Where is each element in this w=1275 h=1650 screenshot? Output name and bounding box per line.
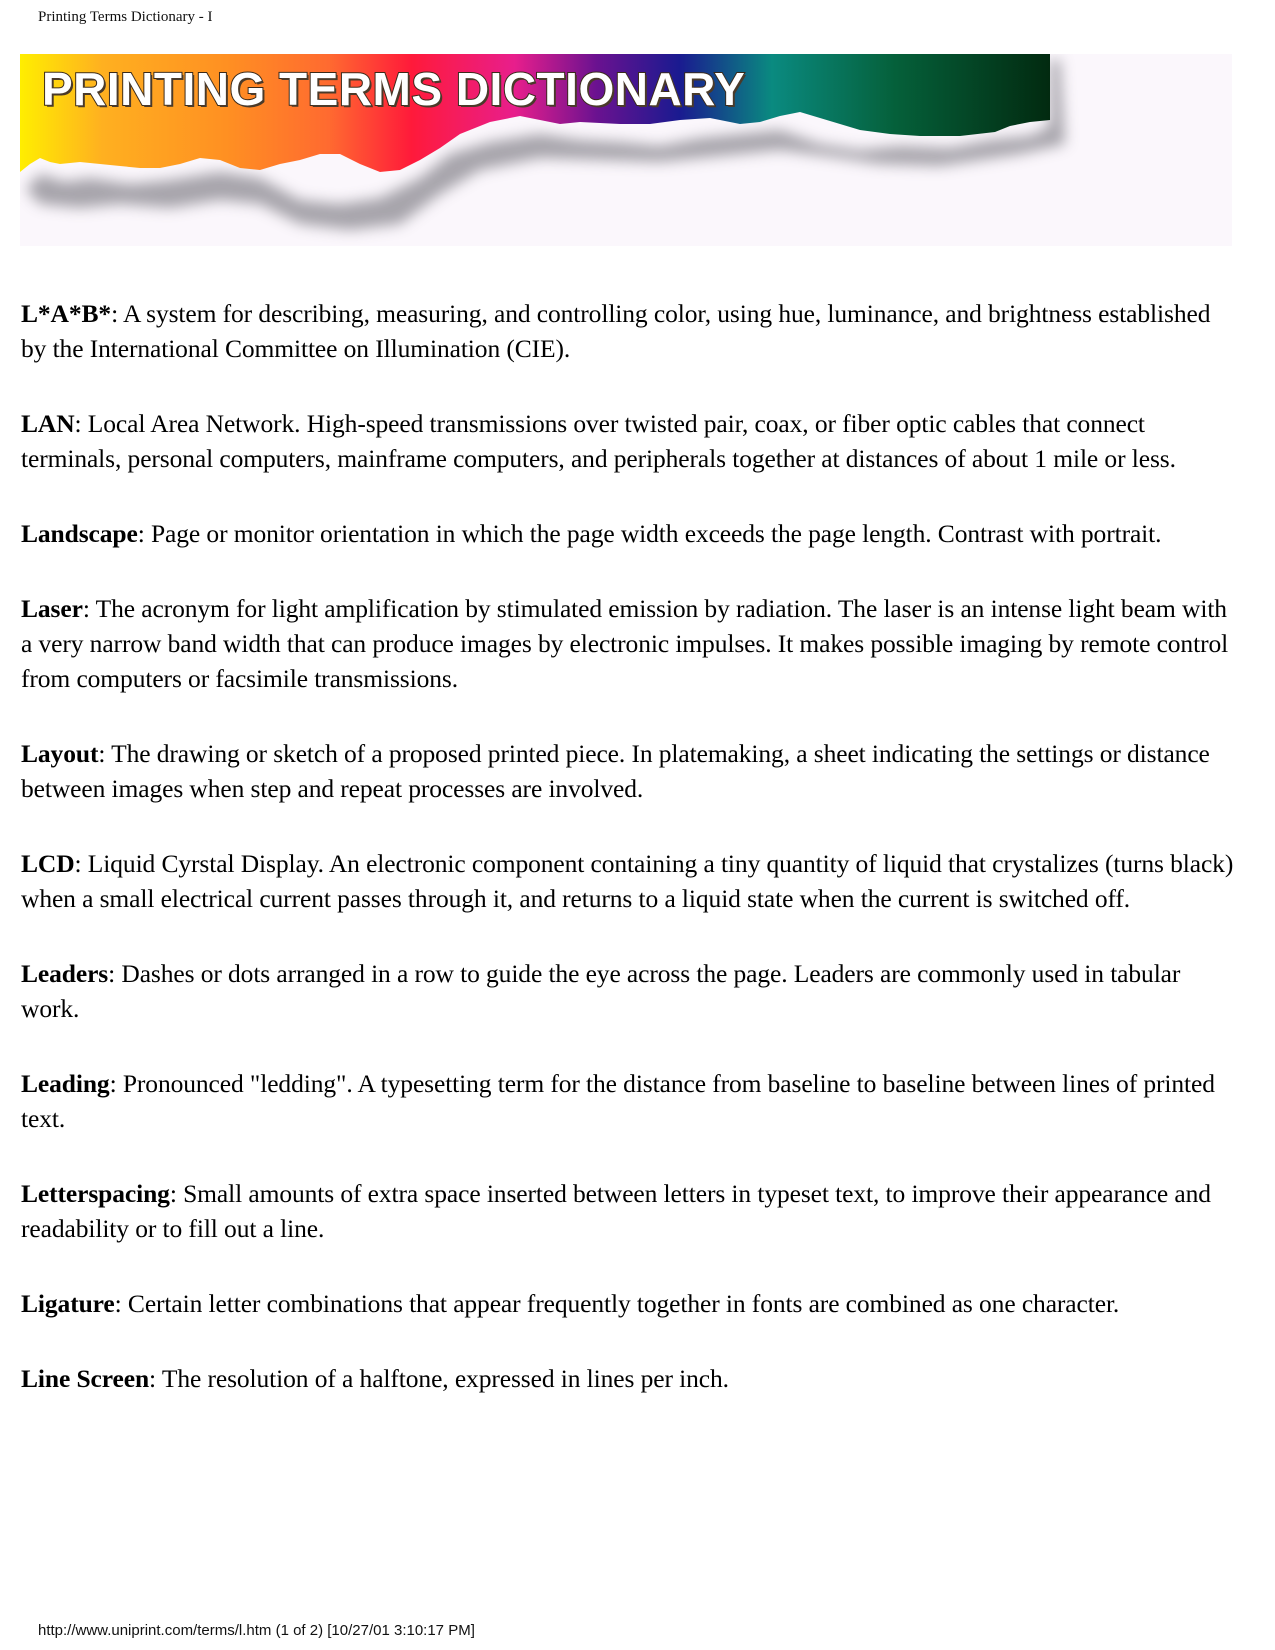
- entry-term: LCD: [21, 849, 75, 878]
- entry-letterspacing: [21, 1176, 1241, 1246]
- entry-leading: [21, 1066, 1241, 1136]
- dictionary-entries: [21, 296, 1241, 1436]
- entry-term: LAN: [21, 409, 75, 438]
- entry-ligature: [21, 1286, 1241, 1321]
- entry-definition: : The drawing or sketch of a proposed printed piece. In platemaking, a sheet indicating the settings or distance between images when step and repeat processes are involved.: [21, 739, 1210, 803]
- entry-term: Line Screen: [21, 1364, 150, 1393]
- entry-term: Leaders: [21, 959, 109, 988]
- entry-lcd: [21, 846, 1241, 916]
- entry-leaders: [21, 956, 1241, 1026]
- entry-term: L*A*B*: [21, 299, 112, 328]
- entry-term: Laser: [21, 594, 83, 623]
- entry-definition: : Dashes or dots arranged in a row to guide the eye across the page. Leaders are commonly used in tabular work.: [21, 959, 1181, 1023]
- entry-layout: [21, 736, 1241, 806]
- entry-term: Leading: [21, 1069, 110, 1098]
- entry-line-screen: [21, 1361, 1241, 1396]
- entry-term: Letterspacing: [21, 1179, 170, 1208]
- entry-term: Landscape: [21, 519, 138, 548]
- banner-image: [20, 54, 1232, 246]
- entry-lab: [21, 296, 1241, 366]
- entry-definition: : Certain letter combinations that appear frequently together in fonts are combined as one character.: [114, 1289, 1120, 1318]
- entry-definition: : The acronym for light amplification by stimulated emission by radiation. The laser is an intense light beam with a very narrow band width that can produce images by electronic impulses. It makes possible imaging by remote control from computers or facsimile transmissions.: [21, 594, 1229, 693]
- entry-definition: : The resolution of a halftone, expressed in lines per inch.: [149, 1364, 729, 1393]
- entry-definition: : Small amounts of extra space inserted between letters in typeset text, to improve their appearance and readability or to fill out a line.: [21, 1179, 1211, 1243]
- entry-term: Ligature: [21, 1289, 115, 1318]
- footer-url: http://www.uniprint.com/terms/l.htm (1 of 2) [10/27/01 3:10:17 PM]: [38, 1622, 475, 1639]
- entry-definition: : Page or monitor orientation in which the page width exceeds the page length. Contrast with portrait.: [137, 519, 1162, 548]
- entry-lan: [21, 406, 1241, 476]
- entry-laser: [21, 591, 1241, 696]
- entry-term: Layout: [21, 739, 99, 768]
- banner-title: PRINTING TERMS DICTIONARY: [42, 63, 746, 115]
- entry-definition: : Local Area Network. High-speed transmissions over twisted pair, coax, or fiber optic cables that connect terminals, personal computers, mainframe computers, and peripherals together at distances of about 1 mile or less.: [21, 409, 1176, 473]
- entry-definition: : Liquid Cyrstal Display. An electronic component containing a tiny quantity of liquid that crystalizes (turns black) when a small electrical current passes through it, and returns to a liquid state when the current is switched off.: [21, 849, 1234, 913]
- entry-definition: : Pronounced "ledding". A typesetting term for the distance from baseline to baseline between lines of printed text.: [21, 1069, 1215, 1133]
- page-header-title: Printing Terms Dictionary - I: [38, 9, 213, 25]
- entry-landscape: [21, 516, 1241, 551]
- entry-definition: : A system for describing, measuring, and controlling color, using hue, luminance, and brightness established by the International Committee on Illumination (CIE).: [21, 299, 1211, 363]
